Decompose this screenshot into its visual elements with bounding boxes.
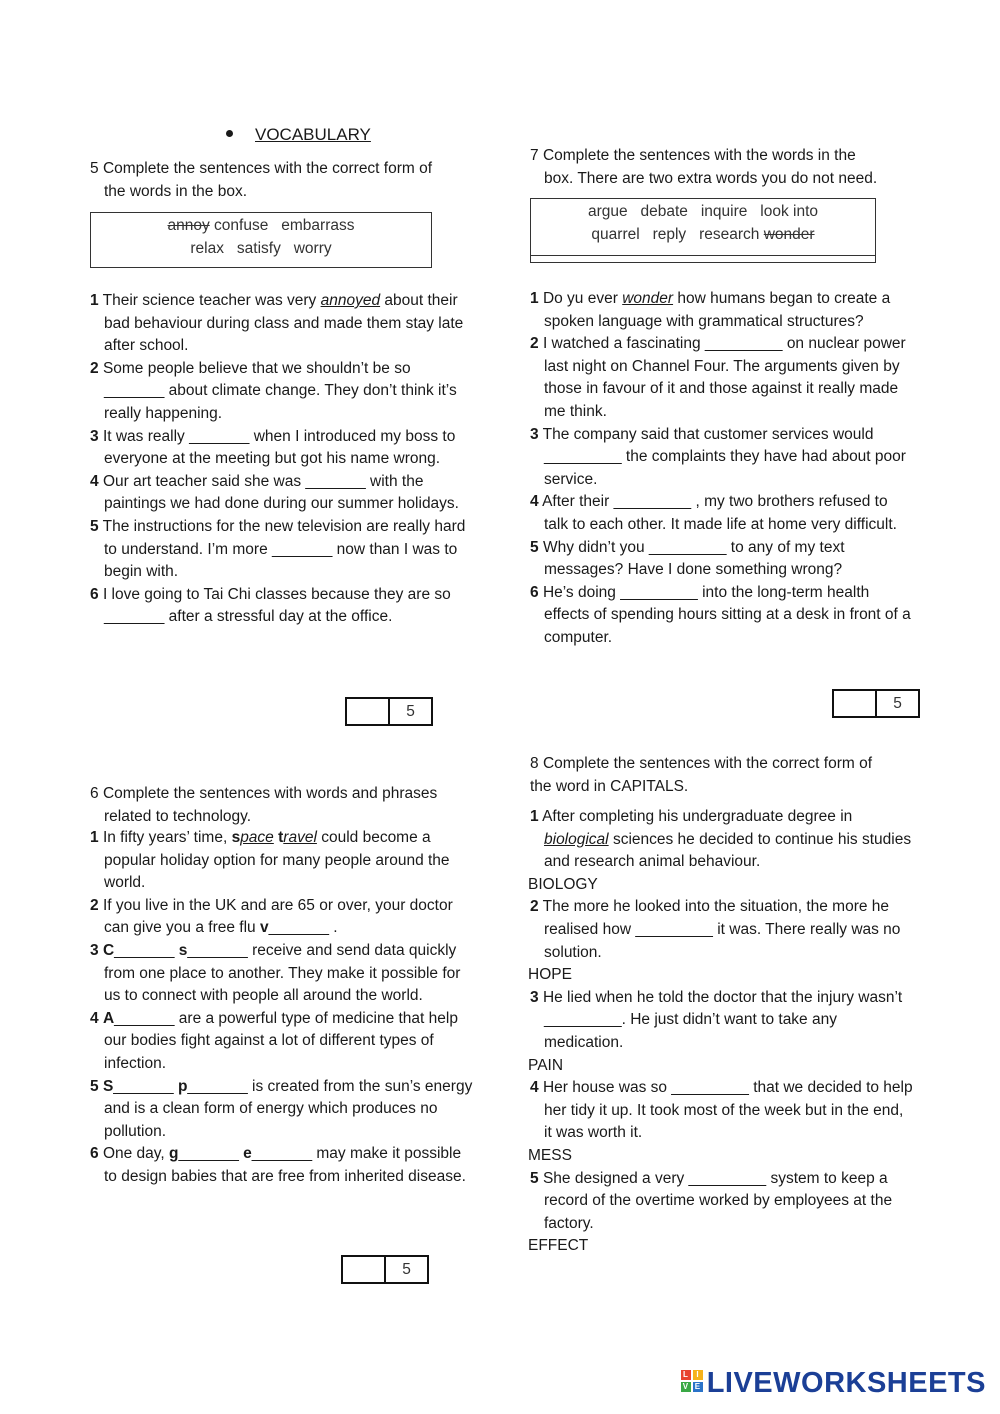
exercise-8-item: 1 After completing his undergraduate degree in biological sciences he decided to continue his studies and research animal behaviour.	[530, 808, 912, 871]
exercise-8-item: 4 Her house was so _________ that we decided to help her tidy it up. It took most of the week but in the end, it was worth it.	[530, 1079, 913, 1142]
exercise-5-item: 2 Some people believe that we shouldn’t be so _______ about climate change. They don’t think it’s really happening.	[90, 359, 457, 422]
score-input[interactable]	[343, 1257, 384, 1282]
exercise-5-item: 3 It was really _______ when I introduced my boss to everyone at the meeting but got his name wrong.	[90, 427, 456, 468]
section-title: VOCABULARY	[226, 124, 371, 147]
logo-text: LIVEWORKSHEETS	[706, 1367, 986, 1399]
exercise-5-item: 1 Their science teacher was very annoyed about their bad behaviour during class and made them stay late after school.	[90, 292, 464, 355]
exercise-6-item: 3 C_______ s_______ receive and send data quickly from one place to another. They make it possible for us to connect with people all around the world.	[90, 941, 461, 1005]
exercise-8-item: 2 The more he looked into the situation, the more he realised how _________ it was. There really was no solution.	[530, 898, 901, 961]
capital-word: BIOLOGY	[528, 875, 598, 893]
exercise-8-item: 5 She designed a very _________ system to keep a record of the overtime worked by employees at the factory.	[530, 1169, 893, 1232]
exercise-7-item: 2 I watched a fascinating _________ on nuclear power last night on Channel Four. The arguments given by those in favour of it and those against it really made me think.	[530, 335, 906, 420]
logo-tile: L	[681, 1370, 691, 1380]
exercise-6-item: 1 In fifty years’ time, space travel could become a popular holiday option for many people around the world.	[90, 829, 450, 892]
exercise-6-list	[90, 827, 475, 1189]
exercise-5-item: 6 I love going to Tai Chi classes because they are so _______ after a stressful day at the office.	[90, 585, 451, 626]
logo-tile: V	[681, 1382, 691, 1392]
score-input[interactable]	[347, 699, 388, 724]
box-divider	[530, 256, 876, 263]
exercise-5-heading: 5 Complete the sentences with the correct form of the words in the box.	[90, 160, 433, 200]
score-box-7: 5	[832, 689, 920, 718]
exercise-7-item: 3 The company said that customer services would _________ the complaints they have had about poor service.	[530, 425, 906, 488]
exercise-5-item: 5 The instructions for the new television are really hard to understand. I’m more _______ now than I was to begin with.	[90, 517, 466, 581]
capital-word: MESS	[528, 1146, 572, 1164]
exercise-7-heading: 7 Complete the sentences with the words in the box. There are two extra words you do not need.	[530, 147, 878, 187]
exercise-7-item: 1 Do yu ever wonder how humans began to create a spoken language with grammatical structures?	[530, 290, 891, 330]
word-box-7: argue debate inquire look into quarrel reply research wonder	[530, 198, 876, 256]
capital-word: HOPE	[528, 966, 572, 984]
example-answer: wonder	[622, 290, 674, 307]
crossed-word: annoy	[167, 217, 210, 234]
capital-word: PAIN	[528, 1056, 564, 1074]
example-answer: biological	[544, 830, 609, 848]
logo-tile: I	[693, 1370, 703, 1380]
exercise-8-heading: 8 Complete the sentences with the correct form of the word in CAPITALS.	[530, 755, 873, 795]
exercise-7-item: 4 After their _________ , my two brothers refused to talk to each other. It made life at home very difficult.	[530, 493, 897, 533]
exercise-7-list	[530, 288, 915, 650]
exercise-6-item: 6 One day, g_______ e_______ may make it possible to design babies that are free from inherited disease.	[90, 1145, 466, 1185]
exercise-5-list	[90, 290, 475, 629]
exercise-6-item: 5 S_______ p_______ is created from the sun’s energy and is a clean form of energy which produces no pollution.	[90, 1077, 473, 1140]
bullet-icon	[226, 130, 233, 137]
logo-icon	[681, 1370, 703, 1392]
exercise-6-item: 2 If you live in the UK and are 65 or over, your doctor can give you a free flu v_______ .	[90, 896, 453, 937]
liveworksheets-logo[interactable]	[681, 1367, 986, 1399]
crossed-word: wonder	[763, 226, 815, 243]
exercise-8-list	[530, 806, 915, 1258]
example-answer: annoyed	[320, 292, 381, 309]
score-box-5: 5	[345, 697, 433, 726]
word-box-5: annoy confuse embarrass relax satisfy worry	[90, 212, 432, 268]
exercise-6-heading: 6 Complete the sentences with words and phrases related to technology.	[90, 785, 438, 825]
exercise-6-item: 4 A_______ are a powerful type of medicine that help our bodies fight against a lot of different types of infection.	[90, 1009, 458, 1072]
exercise-7-item: 6 He’s doing _________ into the long-term health effects of spending hours sitting at a desk in front of a computer.	[530, 583, 911, 646]
score-box-6: 5	[341, 1255, 429, 1284]
capital-word: EFFECT	[528, 1237, 589, 1255]
exercise-8-item: 3 He lied when he told the doctor that the injury wasn’t _________. He just didn’t want to take any medication.	[530, 988, 903, 1051]
exercise-7-item: 5 Why didn’t you _________ to any of my text messages? Have I done something wrong?	[530, 538, 845, 579]
exercise-5-item: 4 Our art teacher said she was _______ with the paintings we had done during our summer holidays.	[90, 472, 459, 513]
score-input[interactable]	[834, 691, 875, 716]
logo-tile: E	[693, 1382, 703, 1392]
